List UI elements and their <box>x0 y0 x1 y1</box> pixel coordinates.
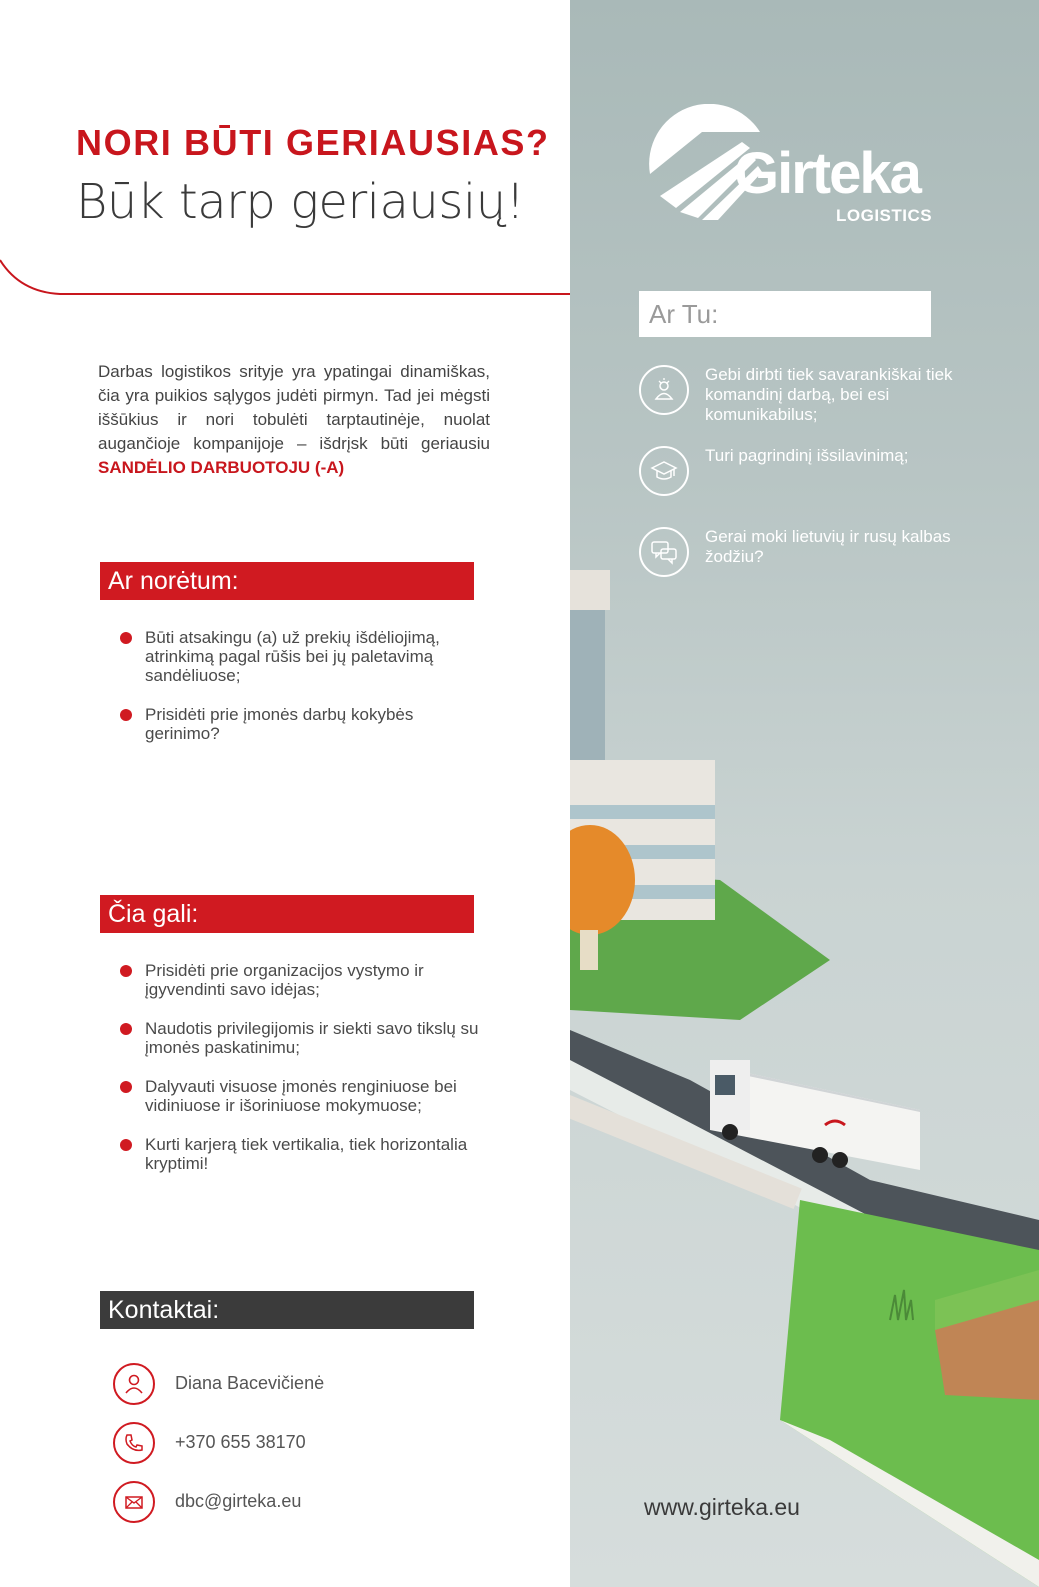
bullet-icon <box>120 1081 132 1093</box>
phone-icon <box>113 1422 155 1464</box>
person-icon <box>113 1363 155 1405</box>
list-item: Kurti karjerą tiek vertikalia, tiek horizontalia kryptimi! <box>118 1135 488 1173</box>
list-item: Būti atsakingu (a) už prekių išdėliojimą, atrinkimą pagal rūšis bei jų paletavimą sandėliuose; <box>118 628 488 685</box>
headline-question: NORI BŪTI GERIAUSIAS? <box>76 122 550 163</box>
bullet-icon <box>120 965 132 977</box>
bullet-icon <box>120 1023 132 1035</box>
brand-name: Girteka <box>734 141 920 206</box>
intro-paragraph <box>98 360 490 480</box>
decorative-curve <box>0 250 570 310</box>
section-contacts-header: Kontaktai: <box>100 1291 474 1329</box>
bullet-icon <box>120 632 132 644</box>
requirement-text: Gerai moki lietuvių ir rusų kalbas žodžiu? <box>705 527 951 566</box>
section-can-header: Čia gali: <box>100 895 474 933</box>
right-column <box>570 0 1039 1587</box>
brand-subtitle: LOGISTICS <box>836 206 933 225</box>
website-link[interactable]: www.girteka.eu <box>644 1494 800 1520</box>
can-list <box>118 961 488 1193</box>
contact-name: Diana Bacevičienė <box>175 1373 325 1393</box>
requirement-text: Turi pagrindinį išsilavinimą; <box>705 446 909 465</box>
logistics-scene-illustration <box>570 0 1039 1587</box>
requirement-text: Gebi dirbti tiek savarankiškai tiek komandinį darbą, bei esi komunikabilus; <box>705 365 953 424</box>
list-item: Prisidėti prie įmonės darbų kokybės gerinimo? <box>118 705 488 743</box>
bullet-icon <box>120 709 132 721</box>
requirements-header: Ar Tu: <box>639 291 931 337</box>
section-want-header: Ar norėtum: <box>100 562 474 600</box>
list-item: Prisidėti prie organizacijos vystymo ir įgyvendinti savo idėjas; <box>118 961 488 999</box>
intro-highlight: SANDĖLIO DARBUOTOJU (-A) <box>98 458 345 477</box>
want-list <box>118 628 488 763</box>
chat-bubbles-icon <box>639 527 689 577</box>
bullet-icon <box>120 1139 132 1151</box>
contact-phone-link[interactable]: +370 655 38170 <box>175 1432 306 1452</box>
graduation-cap-icon <box>639 446 689 496</box>
intro-text: Darbas logistikos srityje yra ypatingai dinamiškas, čia yra puikios sąlygos judėti pirmyn. Tad jei mėgsti iššūkius ir nori tobulėti tarptautinėje, nuolat augančioje kompanijoje – išdrįsk būti geriausiu <box>98 362 490 453</box>
headline-slogan: Būk tarp geriausių! <box>76 174 525 230</box>
team-person-icon <box>639 365 689 415</box>
list-item: Naudotis privilegijomis ir siekti savo tikslų su įmonės paskatinimu; <box>118 1019 488 1057</box>
contact-email-link[interactable]: dbc@girteka.eu <box>175 1491 302 1511</box>
list-item: Dalyvauti visuose įmonės renginiuose bei vidiniuose ir išoriniuose mokymuose; <box>118 1077 488 1115</box>
envelope-icon <box>113 1481 155 1523</box>
